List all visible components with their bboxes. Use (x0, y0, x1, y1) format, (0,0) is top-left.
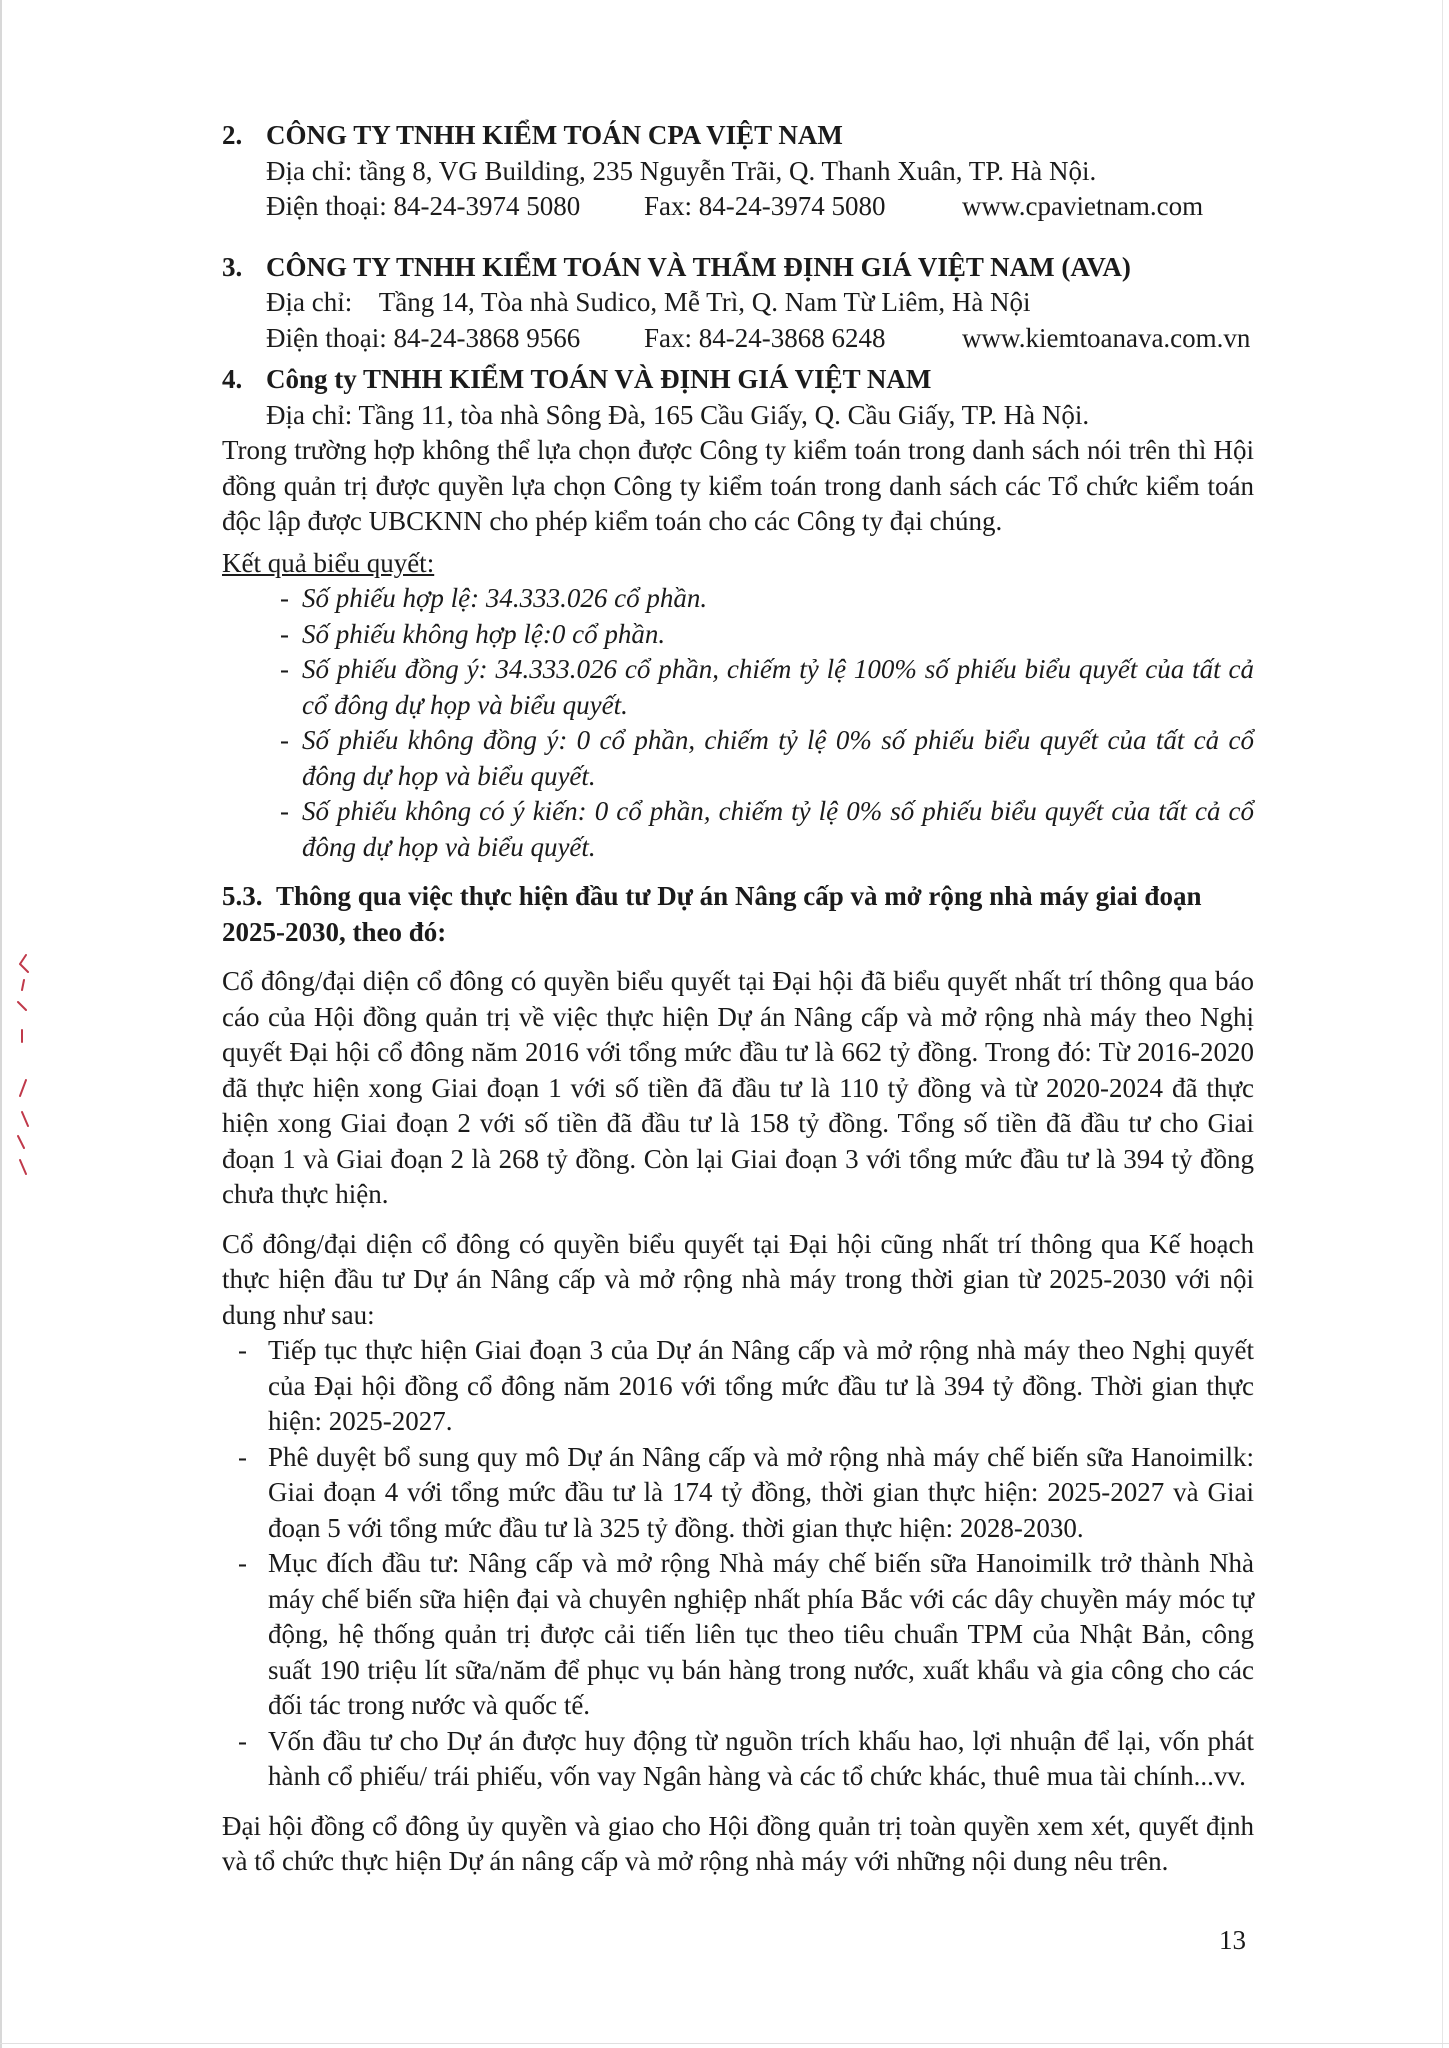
list-item: - Số phiếu hợp lệ: 34.333.026 cổ phần. (222, 581, 1254, 617)
list-item: - Số phiếu đồng ý: 34.333.026 cổ phần, chiếm tỷ lệ 100% số phiếu biểu quyết của tất cả cổ đông dự họp và biểu quyết. (222, 652, 1254, 723)
company-number: 2. (222, 120, 243, 150)
company-phone: Điện thoại: 84-24-3868 9566 (266, 322, 581, 353)
company-address: Địa chỉ: tầng 8, VG Building, 235 Nguyễn Trãi, Q. Thanh Xuân, TP. Hà Nội. (266, 155, 1097, 186)
company-address: Địa chỉ: Tầng 11, tòa nhà Sông Đà, 165 Cầu Giấy, Q. Cầu Giấy, TP. Hà Nội. (266, 399, 1090, 430)
company-address: Địa chỉ: Tầng 14, Tòa nhà Sudico, Mễ Trì, Q. Nam Từ Liêm, Hà Nội (266, 287, 1031, 317)
plan-intro-paragraph: Cổ đông/đại diện cổ đông có quyền biểu quyết tại Đại hội cũng nhất trí thông qua Kế hoạch thực hiện đầu tư Dự án Nâng cấp và mở rộng nhà máy trong thời gian từ 2025-2030 với nội dung như sau: (222, 1228, 1254, 1330)
page-number: 13 (1219, 1925, 1246, 1955)
company-number: 3. (222, 251, 243, 282)
company-contact-row (222, 189, 1254, 225)
company-name: Công ty TNHH KIỂM TOÁN VÀ ĐỊNH GIÁ VIỆT NAM (266, 364, 932, 394)
company-title (222, 250, 1254, 286)
section-heading (222, 879, 1254, 950)
section-number: 5.3. (222, 881, 263, 911)
page-content (222, 118, 1254, 1880)
report-paragraph: Cổ đông/đại diện cổ đông có quyền biểu quyết tại Đại hội đã biểu quyết nhất trí thông qua báo cáo của Hội đồng quản trị về việc thực hiện Dự án Nâng cấp và mở rộng nhà máy theo Nghị quyết Đại hội cổ đông năm 2016 với tổng mức đầu tư là 662 tỷ đồng. Trong đó: Từ 2016-2020 đã thực hiện xong Giai đoạn 1 với số tiền đã đầu tư là 110 tỷ đồng và từ 2020-2024 đã thực hiện xong Giai đoạn 2 với số tiền đã đầu tư là 158 tỷ đồng. Tổng số tiền đã đầu tư cho Giai đoạn 1 và Giai đoạn 2 là 268 tỷ đồng. Còn lại Giai đoạn 3 với tổng mức đầu tư là 394 tỷ đồng chưa thực hiện. (222, 966, 1254, 1209)
list-item: - Số phiếu không có ý kiến: 0 cổ phần, chiếm tỷ lệ 0% số phiếu biểu quyết của tất cả cổ đông dự họp và biểu quyết. (222, 794, 1254, 865)
fallback-paragraph: Trong trường hợp không thể lựa chọn được Công ty kiểm toán trong danh sách nói trên thì Hội đồng quản trị được quyền lựa chọn Công ty kiểm toán trong danh sách các Tổ chức kiểm toán độc lập được UBCKNN cho phép kiểm toán cho các Công ty đại chúng. (222, 435, 1254, 536)
closing-paragraph: Đại hội đồng cổ đông ủy quyền và giao cho Hội đồng quản trị toàn quyền xem xét, quyết định và tổ chức thực hiện Dự án nâng cấp và mở rộng nhà máy với những nội dung nêu trên. (222, 1810, 1254, 1876)
company-entry (222, 362, 1254, 433)
company-title (222, 118, 1254, 154)
list-item: - Số phiếu không hợp lệ:0 cổ phần. (222, 617, 1254, 653)
list-item: - Vốn đầu tư cho Dự án được huy động từ nguồn trích khấu hao, lợi nhuận để lại, vốn phát hành cổ phiếu/ trái phiếu, vốn vay Ngân hàng và các tổ chức khác, thuê mua tài chính...vv. (222, 1724, 1254, 1795)
handwritten-margin-mark (8, 950, 38, 1190)
section-title: Thông qua việc thực hiện đầu tư Dự án Nâng cấp và mở rộng nhà máy giai đoạn 2025-2030, theo đó: (222, 881, 1202, 947)
company-fax: Fax: 84-24-3868 6248 (644, 322, 886, 353)
company-contact-row (222, 321, 1254, 357)
plan-list (222, 1333, 1254, 1795)
scan-edge-right (1442, 0, 1443, 2048)
company-entry (222, 118, 1254, 225)
list-item: - Mục đích đầu tư: Nâng cấp và mở rộng Nhà máy chế biến sữa Hanoimilk trở thành Nhà máy chế biến sữa hiện đại và chuyên nghiệp nhất phía Bắc với các dây chuyền máy móc tự động, hệ thống quản trị được cải tiến liên tục theo tiêu chuẩn TPM của Nhật Bản, công suất 190 triệu lít sữa/năm để phục vụ bán hàng trong nước, xuất khẩu và gia công cho các đối tác trong nước và quốc tế. (222, 1546, 1254, 1724)
scan-edge-bottom (0, 2043, 1449, 2044)
company-title (222, 362, 1254, 398)
list-item: - Phê duyệt bổ sung quy mô Dự án Nâng cấp và mở rộng nhà máy chế biến sữa Hanoimilk: Giai đoạn 4 với tổng mức đầu tư là 174 tỷ đồng, thời gian thực hiện: 2025-2027 và Giai đoạn 5 với tổng mức đầu tư là 325 tỷ đồng. thời gian thực hiện: 2028-2030. (222, 1440, 1254, 1547)
company-website: www.cpavietnam.com (962, 191, 1204, 221)
company-fax: Fax: 84-24-3974 5080 (644, 191, 886, 221)
company-name: CÔNG TY TNHH KIỂM TOÁN VÀ THẨM ĐỊNH GIÁ VIỆT NAM (AVA) (266, 251, 1131, 282)
company-phone: Điện thoại: 84-24-3974 5080 (266, 191, 581, 221)
scan-edge-left (0, 0, 2, 2048)
company-website: www.kiemtoanava.com.vn (962, 322, 1251, 353)
company-name: CÔNG TY TNHH KIỂM TOÁN CPA VIỆT NAM (266, 120, 843, 150)
company-number: 4. (222, 364, 243, 394)
company-entry (222, 250, 1254, 357)
list-item: - Số phiếu không đồng ý: 0 cổ phần, chiếm tỷ lệ 0% số phiếu biểu quyết của tất cả cổ đông dự họp và biểu quyết. (222, 723, 1254, 794)
vote-results-list (222, 581, 1254, 865)
list-item: - Tiếp tục thực hiện Giai đoạn 3 của Dự án Nâng cấp và mở rộng nhà máy theo Nghị quyết của Đại hội đồng cổ đông năm 2016 với tổng mức đầu tư là 394 tỷ đồng. Thời gian thực hiện: 2025-2027. (222, 1333, 1254, 1440)
vote-heading: Kết quả biểu quyết: (222, 547, 435, 578)
